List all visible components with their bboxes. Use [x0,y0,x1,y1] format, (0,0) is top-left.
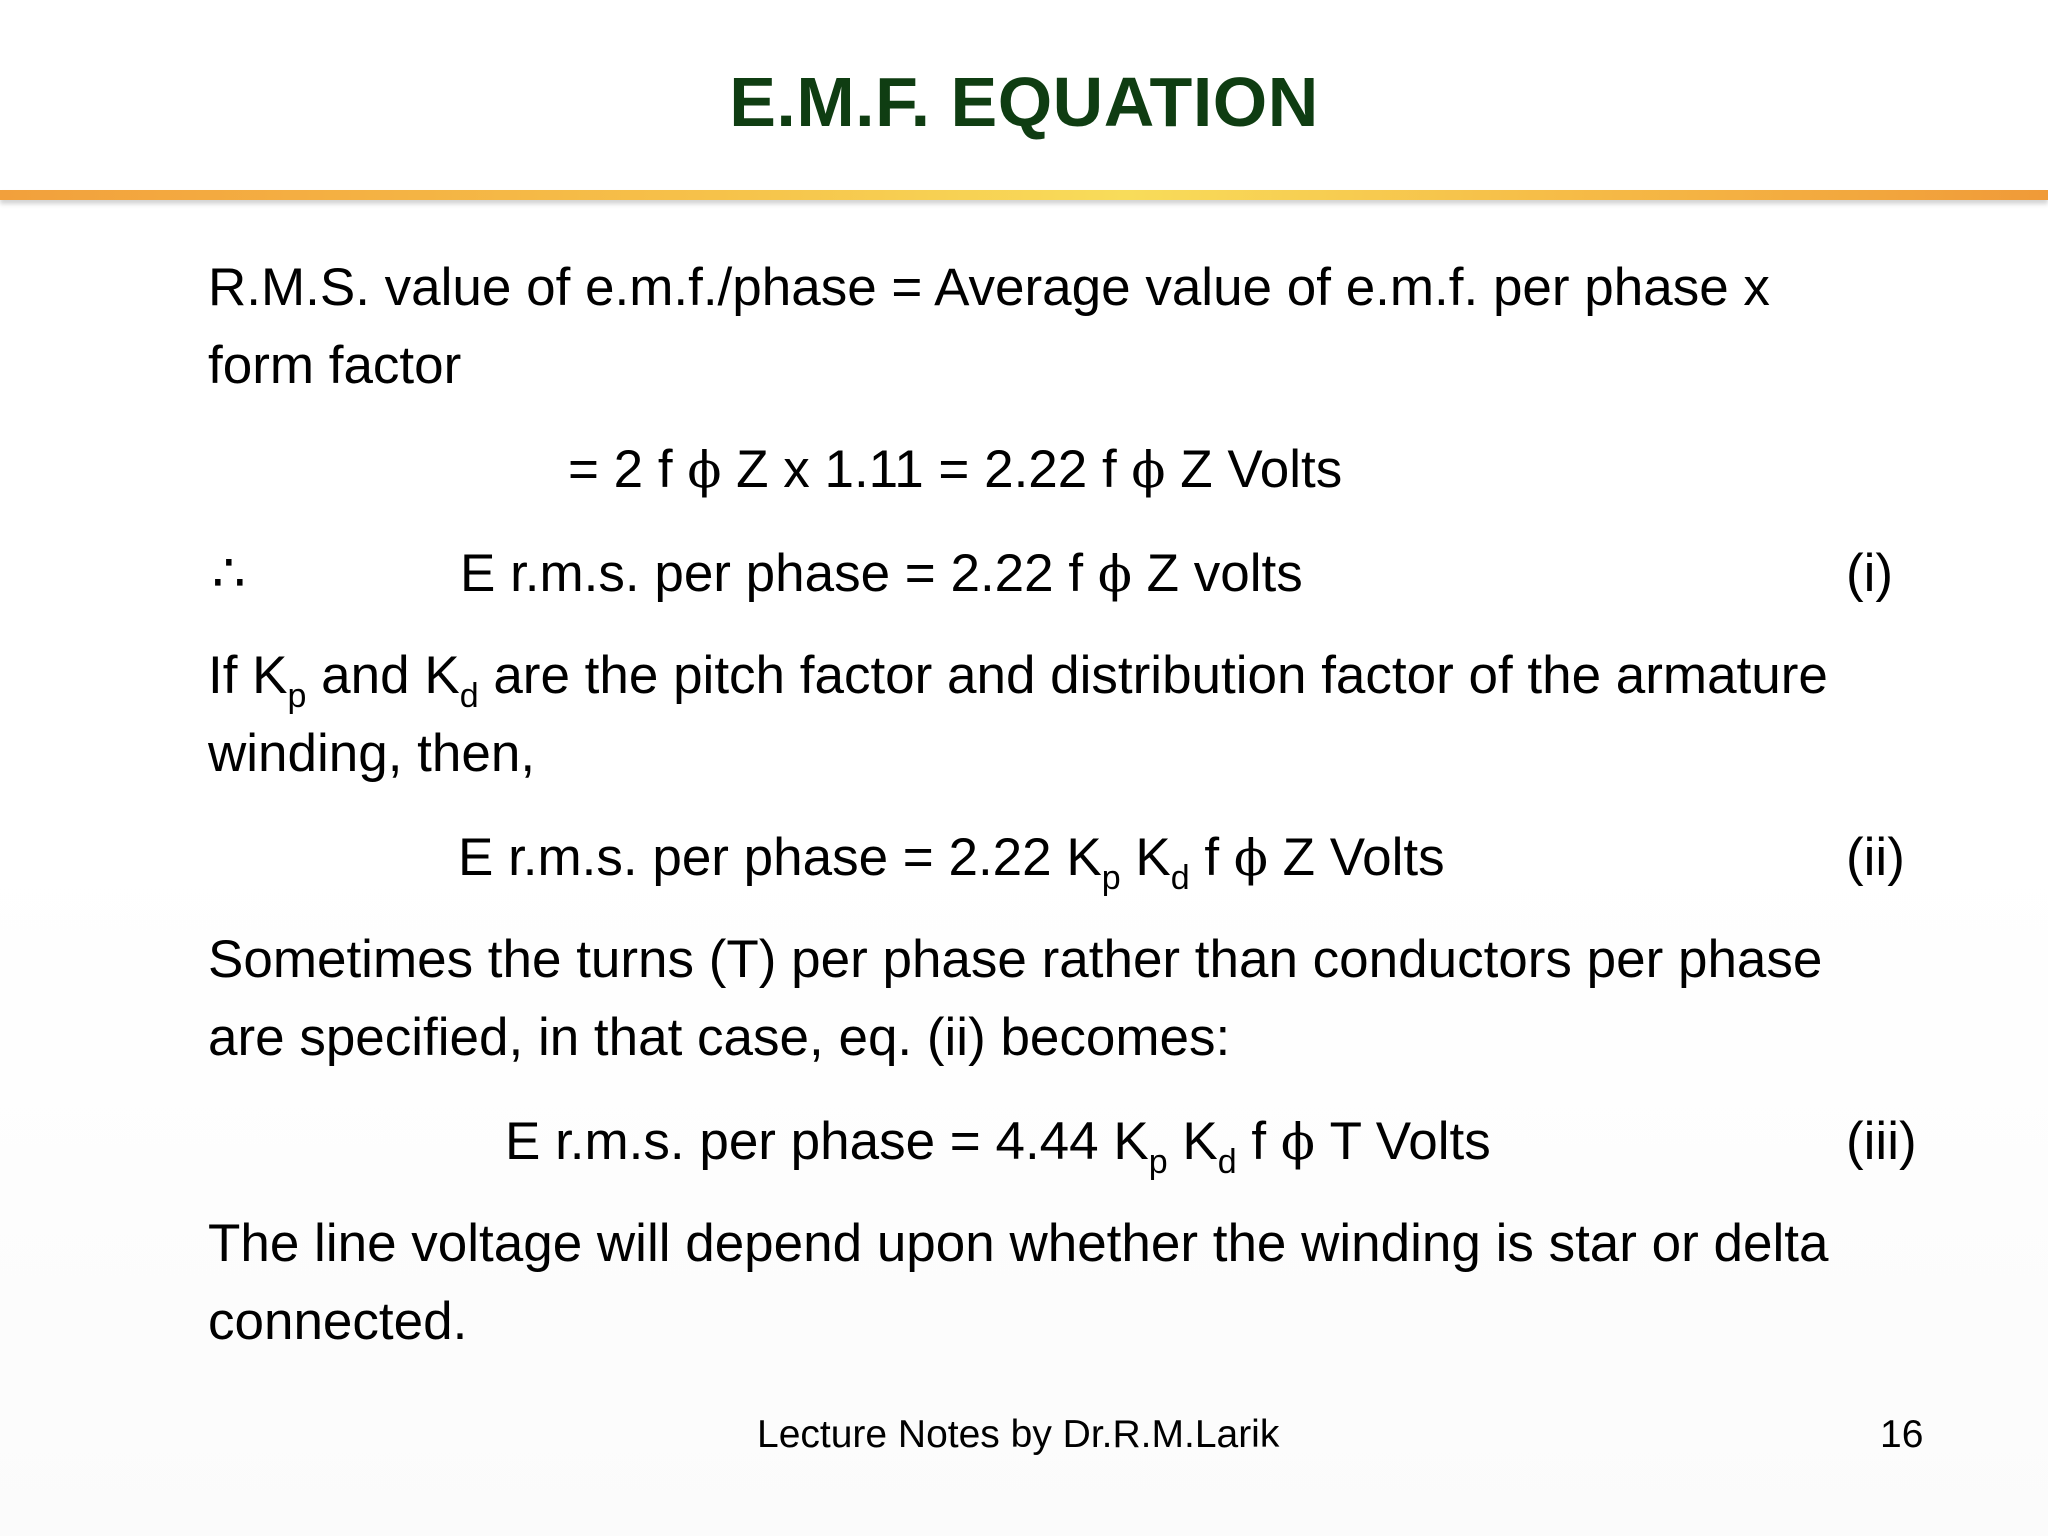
equation-iii [505,1103,1491,1181]
rms-definition-line2: form factor [208,336,462,395]
eq-a-part1: = 2 f [568,440,688,499]
equation-iii-label: (iii) [1846,1112,1917,1171]
subscript-p: p [1101,859,1121,897]
equation-i [460,535,1303,613]
eq-ii-part2: K [1120,828,1171,887]
line-voltage-line1: The line voltage will depend upon whether the winding is star or delta [208,1214,1829,1273]
subscript-p: p [1148,1143,1168,1181]
turns-note-line1: Sometimes the turns (T) per phase rather than conductors per phase [208,930,1823,989]
para2-part2: and K [306,646,460,705]
eq-ii-part4: Z Volts [1267,828,1445,887]
phi-symbol: ϕ [1097,545,1132,603]
rms-definition-line1: R.M.S. value of e.m.f./phase = Average value of e.m.f. per phase x [208,258,1770,317]
para2-part1: If K [208,646,288,705]
subscript-d: d [1170,859,1190,897]
phi-symbol: ϕ [687,441,722,499]
eq-i-part1: E r.m.s. per phase = 2.22 f [460,544,1098,603]
eq-iii-part3: f [1236,1112,1281,1171]
eq-iii-part1: E r.m.s. per phase = 4.44 K [505,1112,1149,1171]
eq-a-part3: Z Volts [1165,440,1343,499]
phi-symbol: ϕ [1131,441,1166,499]
therefore-symbol: ∴ [212,544,246,603]
page-number: 16 [1880,1413,1924,1456]
line-voltage-line2: connected. [208,1292,468,1351]
eq-iii-part2: K [1167,1112,1218,1171]
para2-part3: are the pitch factor and distribution factor of the armature [478,646,1828,705]
phi-symbol: ϕ [1233,829,1268,887]
phi-symbol: ϕ [1280,1113,1315,1171]
eq-ii-part1: E r.m.s. per phase = 2.22 K [458,828,1102,887]
pitch-distribution-line1 [208,637,1828,715]
subscript-d: d [459,677,479,715]
rms-equation-derivation [568,431,1342,509]
turns-note-line2: are specified, in that case, eq. (ii) becomes: [208,1008,1231,1067]
footer-author: Lecture Notes by Dr.R.M.Larik [757,1413,1280,1456]
equation-ii-label: (ii) [1846,828,1905,887]
slide-title: E.M.F. EQUATION [729,63,1319,141]
eq-a-part2: Z x 1.11 = 2.22 f [721,440,1132,499]
title-underline-rule [0,190,2048,200]
subscript-p: p [287,677,307,715]
pitch-distribution-line2: winding, then, [208,724,536,783]
eq-iii-part4: T Volts [1314,1112,1491,1171]
equation-i-label: (i) [1846,544,1894,603]
subscript-d: d [1217,1143,1237,1181]
eq-ii-part3: f [1189,828,1234,887]
equation-ii [458,819,1445,897]
eq-i-part2: Z volts [1131,544,1303,603]
